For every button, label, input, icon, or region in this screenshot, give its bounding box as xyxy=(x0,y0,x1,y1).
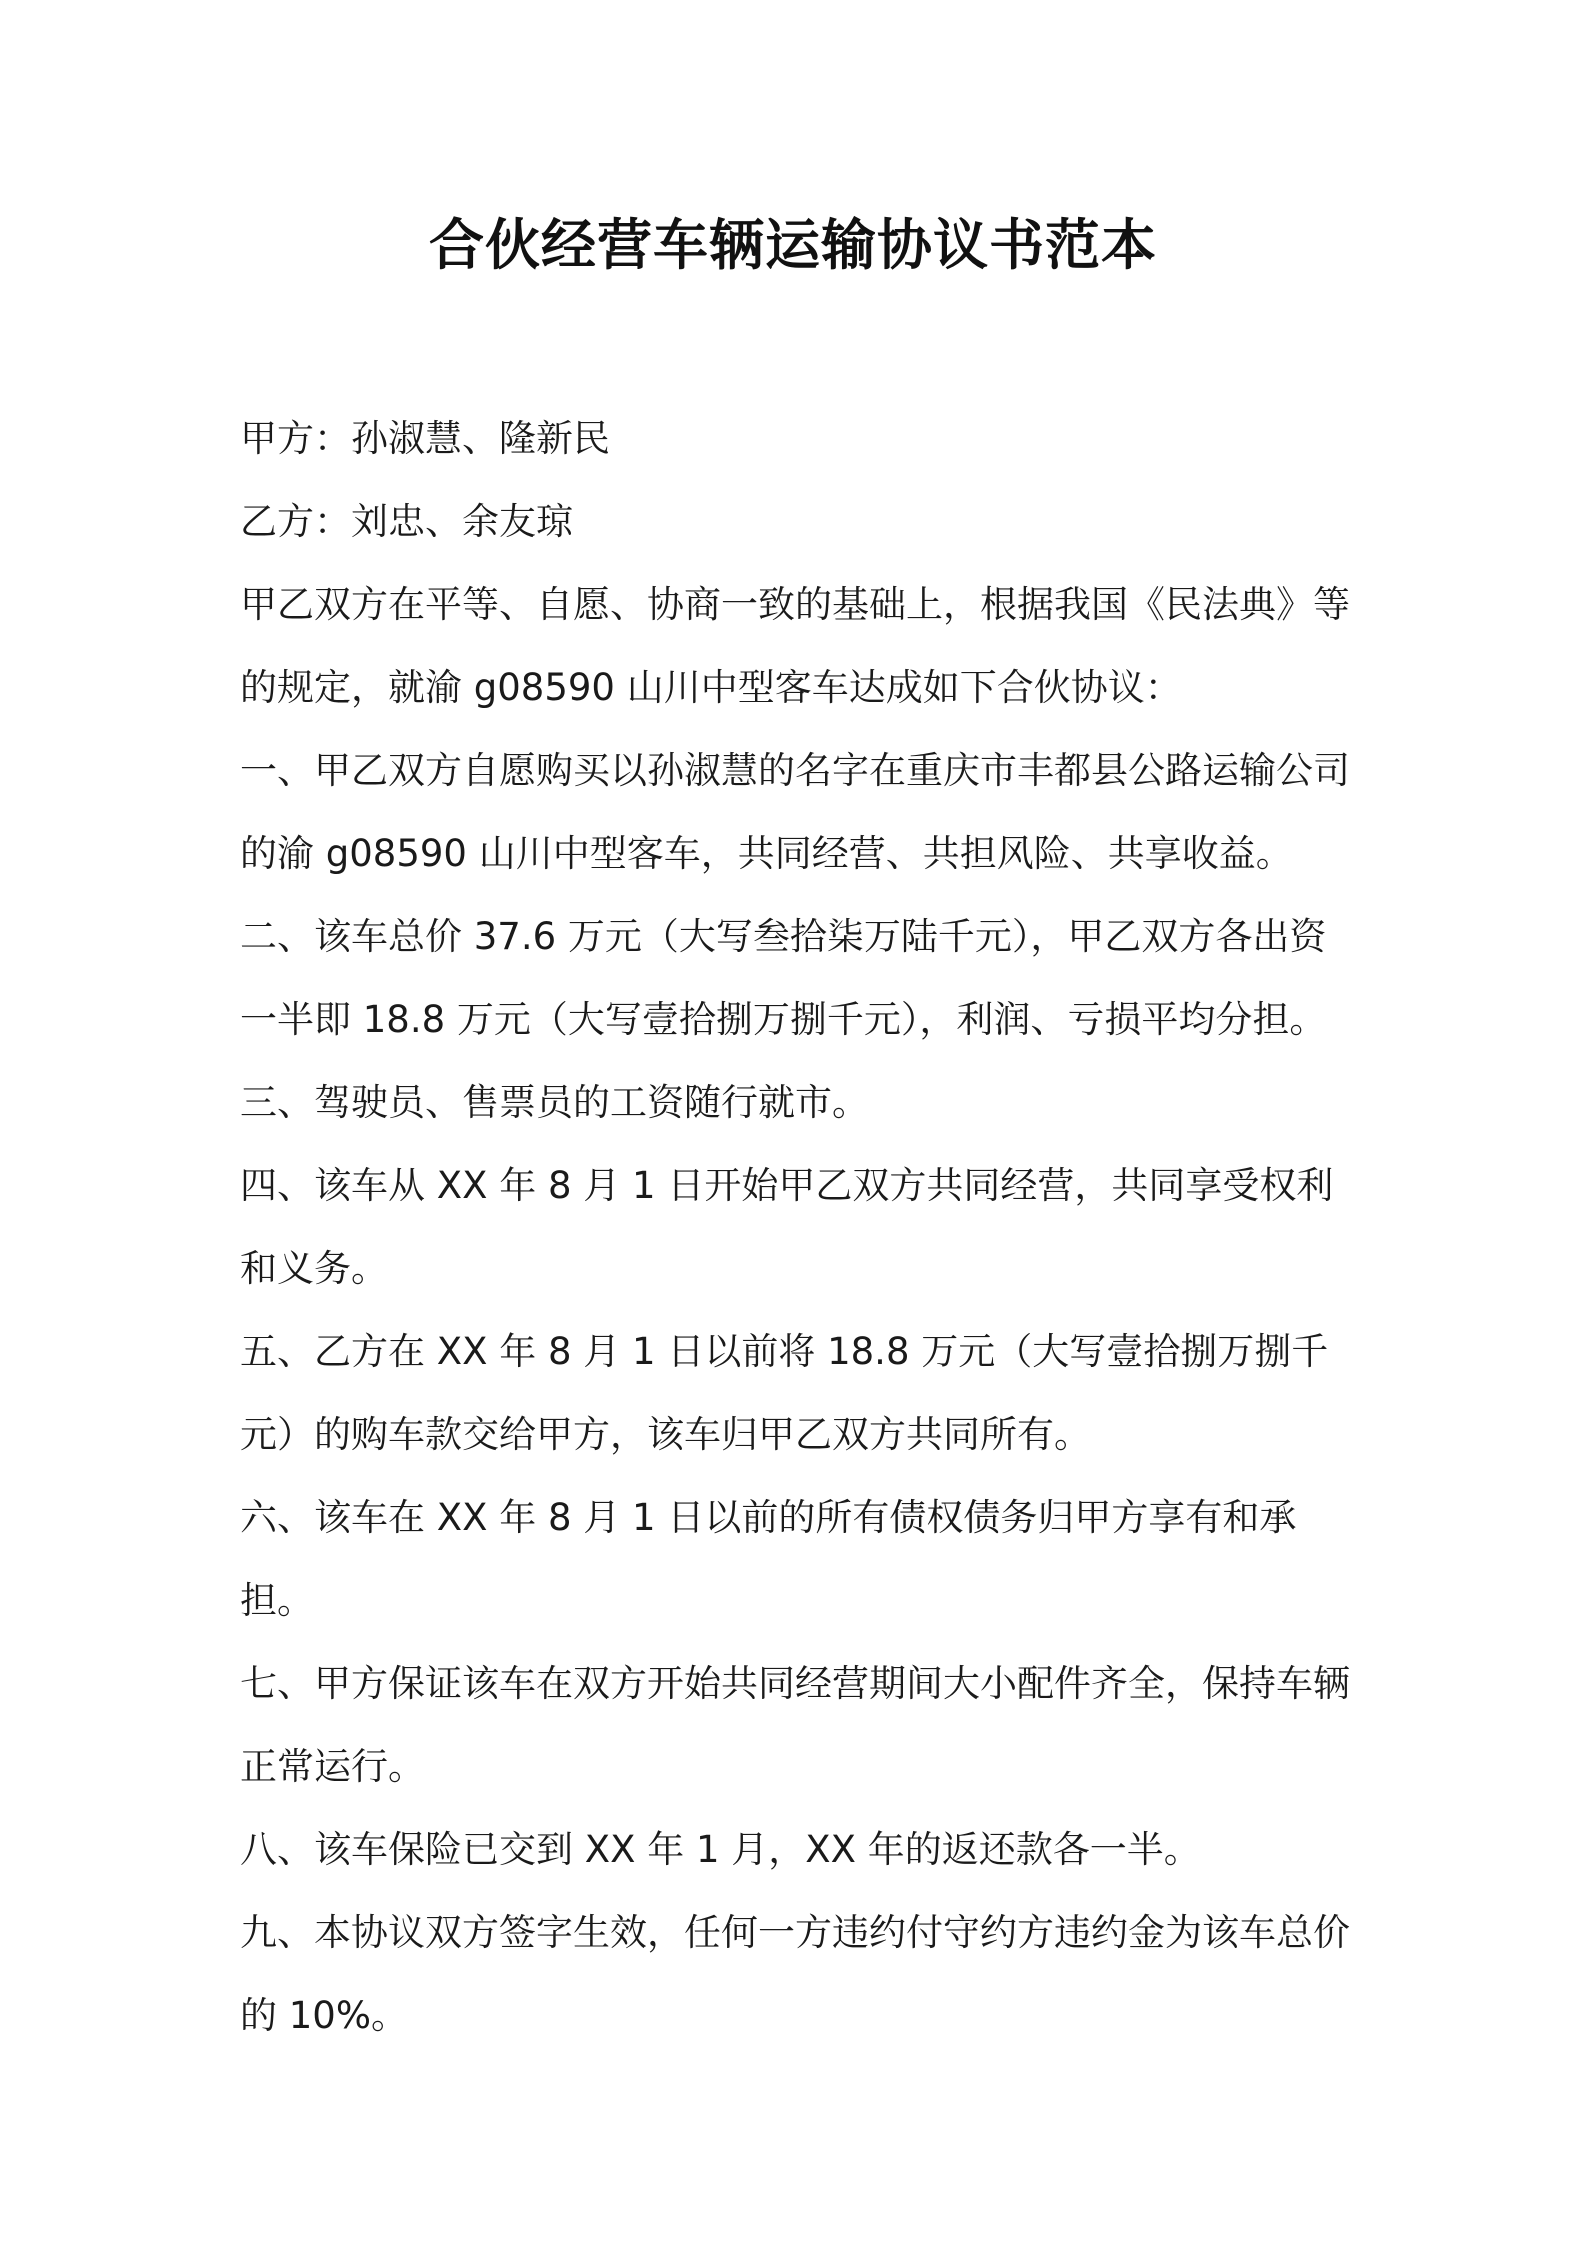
preamble-paragraph: 甲乙双方在平等、自愿、协商一致的基础上，根据我国《民法典》等的规定，就渝 g08590 山川中型客车达成如下合伙协议： xyxy=(240,583,1350,709)
party-a-line: 甲方：孙淑慧、隆新民 xyxy=(240,417,610,460)
document-title: 合伙经营车辆运输协议书范本 xyxy=(428,213,1157,277)
clause-5: 五、乙方在 XX 年 8 月 1 日以前将 18.8 万元（大写壹拾捌万捌千元）的购车款交给甲方，该车归甲乙双方共同所有。 xyxy=(240,1330,1329,1456)
clause-2: 二、该车总价 37.6 万元（大写叁拾柒万陆千元），甲乙双方各出资一半即 18.8 万元（大写壹拾捌万捌千元），利润、亏损平均分担。 xyxy=(240,915,1327,1041)
clause-9: 九、本协议双方签字生效，任何一方违约付守约方违约金为该车总价的 10%。 xyxy=(240,1911,1350,2037)
clause-3: 三、驾驶员、售票员的工资随行就市。 xyxy=(240,1081,869,1124)
clause-6: 六、该车在 XX 年 8 月 1 日以前的所有债权债务归甲方享有和承担。 xyxy=(240,1496,1297,1622)
party-b-line: 乙方：刘忠、余友琼 xyxy=(240,500,573,543)
clause-8: 八、该车保险已交到 XX 年 1 月，XX 年的返还款各一半。 xyxy=(240,1828,1201,1871)
clause-4: 四、该车从 XX 年 8 月 1 日开始甲乙双方共同经营，共同享受权利和义务。 xyxy=(240,1164,1334,1290)
clause-1: 一、甲乙双方自愿购买以孙淑慧的名字在重庆市丰都县公路运输公司的渝 g08590 山川中型客车，共同经营、共担风险、共享收益。 xyxy=(240,749,1350,875)
document-body xyxy=(240,397,1360,2057)
clause-7: 七、甲方保证该车在双方开始共同经营期间大小配件齐全，保持车辆正常运行。 xyxy=(240,1662,1350,1788)
